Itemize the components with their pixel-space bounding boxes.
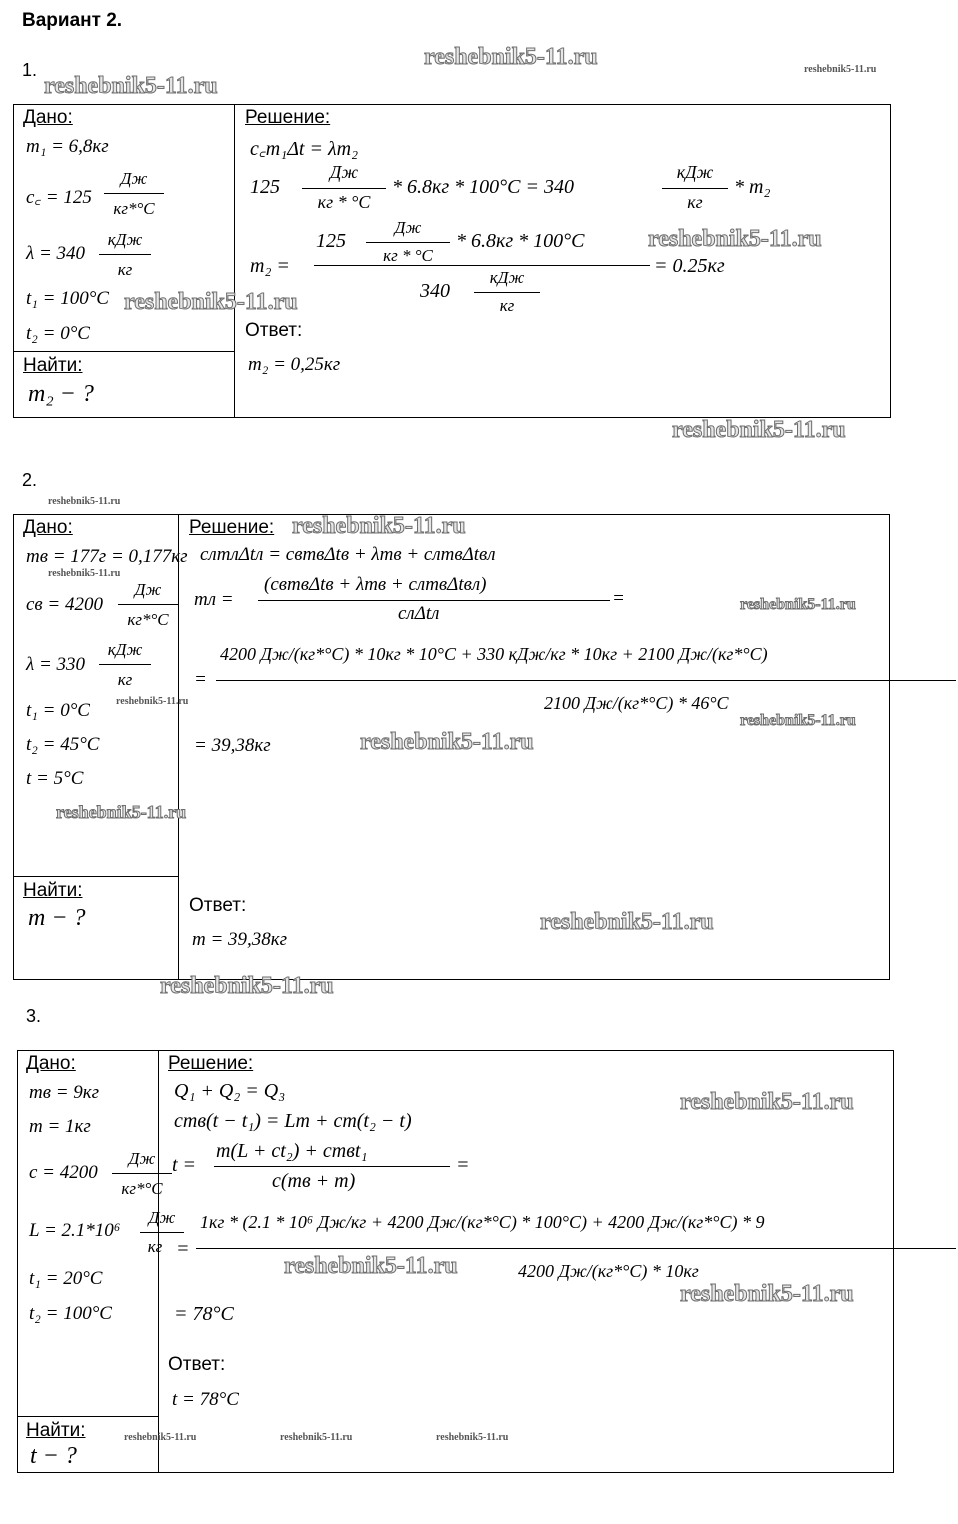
watermark-small: reshebnik5-11.ru bbox=[124, 1432, 197, 1443]
p2-eq2-num: (cвmвΔtв + λmв + cлmвΔtвл) bbox=[264, 574, 487, 595]
p1-eq2-u1-num: Дж bbox=[329, 162, 359, 182]
p1-eq3-num-unit-num: Дж bbox=[394, 218, 422, 237]
p1-find-value: m₂ − ? bbox=[28, 381, 94, 407]
watermark-small: reshebnik5-11.ru bbox=[48, 496, 121, 507]
problem-3-divider bbox=[158, 1050, 159, 1473]
p1-given-t1: t₁ = 100°C bbox=[26, 288, 109, 309]
p3-L-unit-num: Дж bbox=[148, 1208, 176, 1227]
watermark: reshebnik5-11.ru bbox=[292, 513, 466, 539]
p1-eq2-c: * m₂ bbox=[734, 176, 771, 198]
p3-result: = 78°C bbox=[174, 1303, 234, 1325]
p2-eq2-rhs: = bbox=[612, 588, 625, 609]
watermark: reshebnik5-11.ru bbox=[648, 226, 822, 252]
p2-eq3-num: 4200 Дж/(кг*°C) * 10кг * 10°C + 330 кДж/кг * 10кг + 2100 Дж/(кг*°C) bbox=[220, 644, 768, 664]
p2-eq3-eq: = bbox=[194, 669, 207, 690]
p3-answer-value: t = 78°C bbox=[172, 1389, 239, 1410]
p3-eq4-num: 1кг * (2.1 * 10⁶ Дж/кг + 4200 Дж/(кг*°C) * 100°C) + 4200 Дж/(кг*°C) * 9 bbox=[200, 1212, 765, 1232]
watermark-small: reshebnik5-11.ru bbox=[280, 1432, 353, 1443]
watermark-small: reshebnik5-11.ru bbox=[48, 568, 121, 579]
p1-lambda-unit-num: кДж bbox=[107, 230, 143, 249]
p3-eq3-num: m(L + ct₂) + cmвt₁ bbox=[216, 1140, 368, 1162]
p2-cv-unit-bar bbox=[118, 604, 178, 605]
p1-eq2-u1-den: кг * °C bbox=[317, 192, 371, 212]
p1-cc-unit-num: Дж bbox=[120, 169, 148, 188]
p3-eq4-den: 4200 Дж/(кг*°C) * 10кг bbox=[518, 1261, 699, 1281]
p2-eq2-den: cлΔtл bbox=[398, 603, 440, 624]
p3-solution-label: Решение: bbox=[168, 1053, 254, 1074]
problem-3-number: 3. bbox=[26, 1006, 42, 1026]
watermark: reshebnik5-11.ru bbox=[284, 1253, 458, 1279]
watermark: reshebnik5-11.ru bbox=[680, 1281, 854, 1307]
watermark: reshebnik5-11.ru bbox=[44, 73, 218, 99]
p3-given-L: L = 2.1*10⁶ bbox=[29, 1220, 121, 1241]
p1-given-lambda: λ = 340 bbox=[26, 243, 86, 264]
p3-c-unit-den: кг*°C bbox=[121, 1179, 163, 1198]
p3-find-label: Найти: bbox=[26, 1420, 86, 1441]
p2-given-label: Дано: bbox=[23, 517, 73, 538]
p2-find-label: Найти: bbox=[23, 880, 83, 901]
p2-given-t2: t₂ = 45°C bbox=[26, 734, 100, 755]
p1-eq3-den: 340 bbox=[420, 280, 450, 302]
p3-given-t1: t₁ = 20°C bbox=[29, 1268, 103, 1289]
p2-given-t1: t₁ = 0°C bbox=[26, 700, 90, 721]
p2-answer-value: m = 39,38кг bbox=[192, 929, 288, 950]
p1-answer-label: Ответ: bbox=[245, 320, 303, 341]
p3-eq2: cmв(t − t₁) = Lm + cm(t₂ − t) bbox=[174, 1110, 412, 1132]
p2-find-value: m − ? bbox=[28, 905, 86, 931]
watermark: reshebnik5-11.ru bbox=[740, 596, 856, 613]
p3-L-unit-den: кг bbox=[147, 1237, 163, 1256]
watermark: reshebnik5-11.ru bbox=[160, 973, 334, 999]
p2-solution-label: Решение: bbox=[189, 517, 275, 538]
p1-eq3-num-unit-bar bbox=[366, 242, 450, 243]
p3-given-label: Дано: bbox=[26, 1053, 76, 1074]
p1-eq2-b: * 6.8кг * 100°C = 340 bbox=[392, 176, 574, 198]
p3-eq4-eq: = bbox=[176, 1238, 190, 1260]
problem-1-divider bbox=[234, 104, 235, 418]
p1-eq3-rhs: = 0.25кг bbox=[654, 255, 725, 277]
p2-eq3-bar bbox=[216, 680, 956, 681]
p3-given-m: m = 1кг bbox=[29, 1116, 91, 1137]
p3-given-t2: t₂ = 100°C bbox=[29, 1303, 112, 1324]
watermark-small: reshebnik5-11.ru bbox=[436, 1432, 509, 1443]
p1-cc-unit-den: кг*°C bbox=[113, 199, 155, 218]
p1-given-t2: t₂ = 0°C bbox=[26, 323, 90, 344]
p2-lambda-unit-den: кг bbox=[117, 670, 133, 689]
p1-eq3-num-unit-den: кг * °C bbox=[383, 246, 433, 265]
p2-lambda-unit-num: кДж bbox=[107, 640, 143, 659]
watermark: reshebnik5-11.ru bbox=[740, 712, 856, 729]
p2-cv-unit-den: кг*°C bbox=[127, 610, 169, 629]
p3-eq4-bar bbox=[196, 1248, 956, 1249]
p2-eq1: cлmлΔtл = cвmвΔtв + λmв + cлmвΔtвл bbox=[200, 544, 496, 565]
p1-eq3-num-b: * 6.8кг * 100°C bbox=[456, 230, 585, 252]
p2-given-lambda: λ = 330 bbox=[26, 654, 86, 675]
watermark: reshebnik5-11.ru bbox=[360, 729, 534, 755]
p3-find-value: t − ? bbox=[30, 1443, 77, 1469]
p3-given-c: c = 4200 bbox=[29, 1162, 98, 1183]
p2-given-cv: cв = 4200 bbox=[26, 594, 104, 615]
p3-c-unit-num: Дж bbox=[128, 1149, 156, 1168]
watermark: reshebnik5-11.ru bbox=[680, 1089, 854, 1115]
watermark-small: reshebnik5-11.ru bbox=[804, 64, 877, 75]
p3-given-mv: mв = 9кг bbox=[29, 1082, 100, 1103]
problem-2-number: 2. bbox=[22, 470, 38, 490]
p2-cv-unit-num: Дж bbox=[134, 580, 162, 599]
problem-1-find-divider bbox=[13, 351, 234, 352]
problem-1-number: 1. bbox=[22, 60, 38, 80]
p3-eq3-bar bbox=[214, 1166, 450, 1167]
p3-c-unit-bar bbox=[112, 1173, 172, 1174]
problem-2-divider bbox=[178, 514, 179, 980]
p1-cc-unit-bar bbox=[104, 193, 164, 194]
watermark: reshebnik5-11.ru bbox=[124, 289, 298, 315]
p1-eq3-den-unit-num: кДж bbox=[489, 268, 525, 287]
p2-eq2-lhs: mл = bbox=[194, 589, 234, 610]
p1-eq3-lhs: m₂ = bbox=[250, 255, 290, 277]
p1-eq2-u2-den: кг bbox=[687, 192, 703, 212]
p1-eq3-den-unit-bar bbox=[474, 292, 540, 293]
p3-eq3-den: c(mв + m) bbox=[272, 1170, 356, 1192]
watermark: reshebnik5-11.ru bbox=[672, 417, 846, 443]
p3-eq3-lhs: t = bbox=[172, 1154, 197, 1176]
p1-given-m1: m₁ = 6,8кг bbox=[26, 136, 109, 157]
p1-lambda-unit-bar bbox=[99, 254, 151, 255]
p2-eq2-bar bbox=[258, 600, 610, 601]
p3-L-unit-bar bbox=[140, 1232, 184, 1233]
p1-solution-label: Решение: bbox=[245, 107, 331, 128]
p1-lambda-unit-den: кг bbox=[117, 260, 133, 279]
p1-eq2-u2-bar bbox=[662, 188, 728, 189]
p1-given-cc: c꜀ = 125 bbox=[26, 187, 92, 208]
p3-answer-label: Ответ: bbox=[168, 1354, 226, 1375]
p2-answer-label: Ответ: bbox=[189, 895, 247, 916]
watermark-small: reshebnik5-11.ru bbox=[116, 696, 189, 707]
p1-eq2-u1-bar bbox=[302, 188, 386, 189]
p2-eq3-den: 2100 Дж/(кг*°C) * 46°C bbox=[544, 693, 729, 713]
problem-3-find-divider bbox=[17, 1416, 158, 1417]
p2-lambda-unit-bar bbox=[99, 664, 151, 665]
p2-given-mv: mв = 177г = 0,177кг bbox=[26, 546, 188, 567]
p1-eq2-a: 125 bbox=[250, 176, 280, 198]
watermark: reshebnik5-11.ru bbox=[424, 44, 598, 70]
p3-eq3-rhs: = bbox=[456, 1154, 470, 1176]
p1-eq2-u2-num: кДж bbox=[676, 162, 714, 182]
p3-eq1: Q₁ + Q₂ = Q₃ bbox=[174, 1080, 286, 1102]
p1-find-label: Найти: bbox=[23, 355, 83, 376]
p2-given-t: t = 5°C bbox=[26, 768, 84, 789]
p1-answer-value: m₂ = 0,25кг bbox=[248, 354, 341, 375]
p1-given-label: Дано: bbox=[23, 107, 73, 128]
problem-2-find-divider bbox=[13, 876, 178, 877]
p1-eq1: c꜀m₁Δt = λm₂ bbox=[250, 138, 359, 160]
p2-result: = 39,38кг bbox=[194, 735, 271, 756]
watermark: reshebnik5-11.ru bbox=[540, 909, 714, 935]
page-title: Вариант 2. bbox=[22, 10, 123, 31]
p1-eq3-num-a: 125 bbox=[316, 230, 346, 252]
p1-eq3-main-bar bbox=[314, 265, 650, 266]
p1-eq3-den-unit-den: кг bbox=[499, 296, 515, 315]
watermark: reshebnik5-11.ru bbox=[56, 802, 187, 822]
